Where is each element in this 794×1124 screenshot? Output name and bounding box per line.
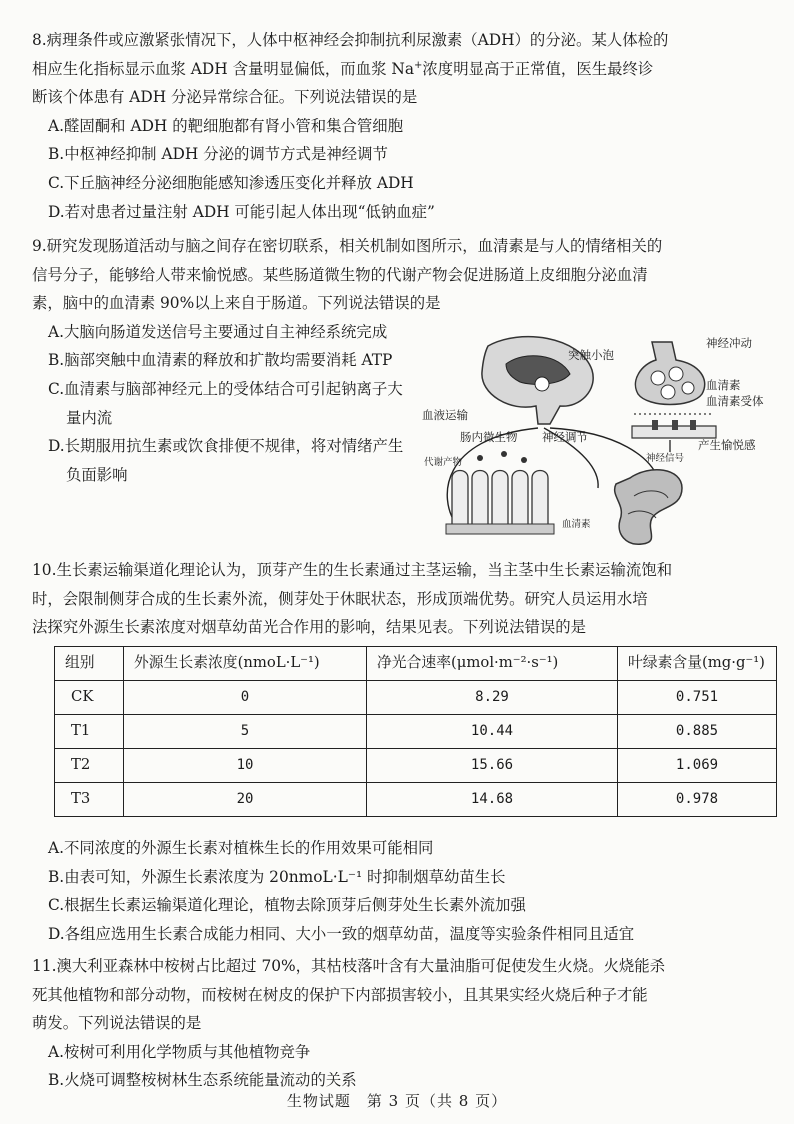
question-8 <box>32 26 772 226</box>
question-10-option-c: C.根据生长素运输渠道化理论，植物去除顶芽后侧芽处生长素外流加强 <box>48 896 526 915</box>
question-9-option-b: B.脑部突触中血清素的释放和扩散均需要消耗 ATP <box>48 351 393 370</box>
question-10 <box>32 556 772 642</box>
serotonin-receptor <box>672 420 678 430</box>
table-cell: T2 <box>55 749 124 783</box>
table-cell: CK <box>55 681 124 715</box>
table-cell: 8.29 <box>367 681 618 715</box>
table-cell: T3 <box>55 783 124 817</box>
auxin-table <box>54 646 777 817</box>
question-8-stem-line-1: 8.病理条件或应激紧张情况下，人体中枢神经会抑制抗利尿激素（ADH）的分泌。某人体检的 <box>32 31 669 49</box>
table-cell: 1.069 <box>618 749 777 783</box>
question-8-stem-line-2: 相应生化指标显示血浆 ADH 含量明显偏低，而血浆 Na+浓度明显高于正常值，医生最终诊 <box>32 59 654 78</box>
question-10-stem-line-1: 10.生长素运输渠道化理论认为，顶芽产生的生长素通过主茎运输，当主茎中生长素运输流饱和 <box>32 561 673 579</box>
question-8-option-b: B.中枢神经抑制 ADH 分泌的调节方式是神经调节 <box>48 145 388 164</box>
pleasure-label: 产生愉悦感 <box>698 438 756 452</box>
serotonin-receptor <box>652 420 658 430</box>
question-8-stem-line-3: 断该个体患有 ADH 分泌异常综合征。下列说法错误的是 <box>32 88 418 107</box>
question-8-option-a: A.醛固酮和 ADH 的靶细胞都有肾小管和集合管细胞 <box>48 116 404 135</box>
table-header-concentration: 外源生长素浓度(nmoL·L⁻¹) <box>124 647 367 681</box>
question-9-stem-line-1: 9.研究发现肠道活动与脑之间存在密切联系，相关机制如图所示，血清素是与人的情绪相关的 <box>32 237 663 255</box>
table-cell: 15.66 <box>367 749 618 783</box>
table-cell: 10.44 <box>367 715 618 749</box>
gut-microbes-label: 肠内微生物 <box>460 430 518 444</box>
question-9-options <box>32 318 408 490</box>
microbe <box>521 457 527 463</box>
intestinal-villi <box>452 471 548 525</box>
table-cell: 0.978 <box>618 783 777 817</box>
question-9-stem-line-3: 素，脑中的血清素 90%以上来自于肠道。下列说法错误的是 <box>32 294 441 313</box>
synaptic-vesicle <box>651 371 665 385</box>
question-10-stem-line-2: 时，会限制侧芽合成的生长素外流，侧芽处于休眠状态，形成顶端优势。研究人员运用水培 <box>32 589 648 608</box>
brain-core <box>535 377 549 391</box>
table-row <box>55 715 777 749</box>
table-header-chlorophyll: 叶绿素含量(mg·g⁻¹) <box>618 647 777 681</box>
table-cell: 20 <box>124 783 367 817</box>
synaptic-vesicle <box>669 367 683 381</box>
table-cell: 0.885 <box>618 715 777 749</box>
table-row <box>55 783 777 817</box>
question-9-option-a: A.大脑向肠道发送信号主要通过自主神经系统完成 <box>48 322 388 341</box>
table-cell: 5 <box>124 715 367 749</box>
question-10-option-d: D.各组应选用生长素合成能力相同、大小一致的烟草幼苗，温度等实验条件相同且适宜 <box>48 924 635 943</box>
question-11-stem-line-3: 萌发。下列说法错误的是 <box>32 1014 202 1033</box>
microbe <box>477 455 483 461</box>
question-10-stem-line-3: 法探究外源生长素浓度对烟草幼苗光合作用的影响，结果见表。下列说法错误的是 <box>32 618 587 637</box>
synaptic-vesicle <box>661 385 675 399</box>
metabolites-label: 代谢产物 <box>424 457 463 468</box>
table-cell: 10 <box>124 749 367 783</box>
question-9-option-d: D.长期服用抗生素或饮食排便不规律，将对情绪产生负面影响 <box>48 437 404 484</box>
nerve-impulse-label: 神经冲动 <box>706 336 752 350</box>
page-footer: 生物试题 第 3 页（共 8 页） <box>286 1092 508 1110</box>
serotonin-receptor <box>690 420 696 430</box>
question-11-option-a: A.桉树可利用化学物质与其他植物竞争 <box>48 1042 311 1061</box>
synaptic-vesicle <box>682 382 694 394</box>
serotonin-label: 血清素 <box>706 378 741 392</box>
question-8-option-d: D.若对患者过量注射 ADH 可能引起人体出现“低钠血症” <box>48 202 435 221</box>
question-10-options <box>32 834 772 948</box>
serotonin-receptor-label: 血清素受体 <box>706 394 764 408</box>
table-cell: 0 <box>124 681 367 715</box>
question-10-option-b: B.由表可知，外源生长素浓度为 20nmoL·L⁻¹ 时抑制烟草幼苗生长 <box>48 867 506 886</box>
gut-serotonin-label: 血清素 <box>562 519 591 530</box>
table-row <box>55 749 777 783</box>
table-cell: 0.751 <box>618 681 777 715</box>
table-cell: T1 <box>55 715 124 749</box>
table-header-photosynthesis: 净光合速率(μmol·m⁻²·s⁻¹) <box>367 647 618 681</box>
blood-transport-label: 血液运输 <box>422 408 468 422</box>
nerve-signal-label: 神经信号 <box>646 453 685 464</box>
table-cell: 14.68 <box>367 783 618 817</box>
question-8-option-c: C.下丘脑神经分泌细胞能感知渗透压变化并释放 ADH <box>48 173 414 192</box>
gut-brain-figure <box>420 328 780 550</box>
intestinal-base <box>446 524 554 534</box>
table-header-group: 组别 <box>55 647 124 681</box>
synaptic-vesicle-label: 突触小泡 <box>568 348 614 362</box>
question-10-option-a: A.不同浓度的外源生长素对植株生长的作用效果可能相同 <box>48 839 434 857</box>
question-9-option-c: C.血清素与脑部神经元上的受体结合可引起钠离子大量内流 <box>48 379 403 427</box>
question-9-stem-line-2: 信号分子，能够给人带来愉悦感。某些肠道微生物的代谢产物会促进肠道上皮细胞分泌血清 <box>32 265 648 284</box>
intestine-shape <box>615 470 682 545</box>
question-11-stem-line-1: 11.澳大利亚森林中桉树占比超过 70%，其枯枝落叶含有大量油脂可促使发生火烧。火烧能杀 <box>32 957 666 975</box>
question-11-stem-line-2: 死其他植物和部分动物，而桉树在树皮的保护下内部损害较小，且其果实经火烧后种子才能 <box>32 985 648 1004</box>
neural-regulation-label: 神经调节 <box>542 430 588 444</box>
table-row <box>55 681 777 715</box>
microbe <box>501 451 507 457</box>
question-11 <box>32 952 772 1095</box>
table-header-row <box>55 647 777 681</box>
question-11-option-b: B.火烧可调整桉树林生态系统能量流动的关系 <box>48 1071 357 1090</box>
